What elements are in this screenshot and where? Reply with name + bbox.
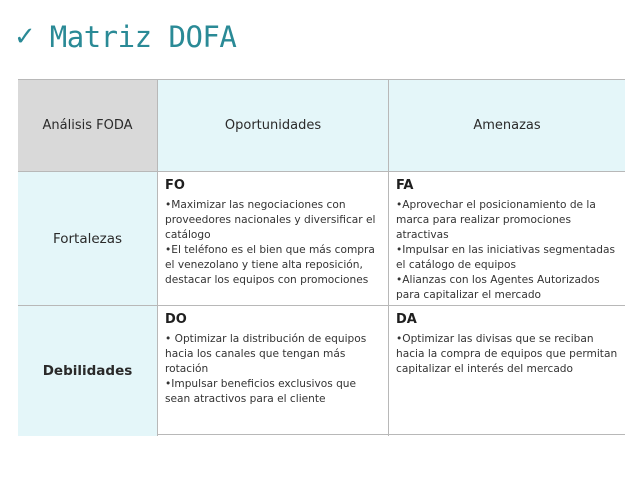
cell-code: FA	[396, 178, 414, 193]
cell-item: • Optimizar la distribución de equipos hacia los canales que tengan más rotación	[165, 333, 367, 375]
slide-title	[14, 17, 236, 57]
checkmark-icon: ✓	[14, 22, 36, 52]
cell-code: FO	[165, 178, 185, 193]
title-text: Matriz DOFA	[49, 19, 237, 54]
cell-do	[158, 306, 389, 436]
cell-fa	[389, 172, 625, 306]
corner-header: Análisis FODA	[18, 80, 158, 172]
row-header-debilidades: Debilidades	[18, 306, 158, 436]
column-header-oportunidades: Oportunidades	[158, 80, 389, 172]
cell-item: •El teléfono es el bien que más compra el venezolano y tiene alta reposición, destacar los equipos con promociones	[165, 244, 375, 286]
cell-item: •Impulsar en las iniciativas segmentadas el catálogo de equipos	[396, 244, 616, 271]
dofa-matrix	[18, 79, 625, 435]
cell-item: •Aprovechar el posicionamiento de la marca para realizar promociones atractivas	[396, 199, 596, 241]
column-header-amenazas: Amenazas	[389, 80, 625, 172]
cell-item: •Impulsar beneficios exclusivos que sean atractivos para el cliente	[165, 378, 357, 405]
row-header-fortalezas: Fortalezas	[18, 172, 158, 306]
cell-item: •Alianzas con los Agentes Autorizados para capitalizar el mercado	[396, 274, 600, 301]
cell-code: DA	[396, 312, 417, 327]
cell-code: DO	[165, 312, 187, 327]
cell-item: •Maximizar las negociaciones con proveedores nacionales y diversificar el catálogo	[165, 199, 376, 241]
cell-fo	[158, 172, 389, 306]
cell-da	[389, 306, 625, 436]
cell-item: •Optimizar las divisas que se reciban hacia la compra de equipos que permitan capitalizar el interés del mercado	[396, 333, 618, 375]
